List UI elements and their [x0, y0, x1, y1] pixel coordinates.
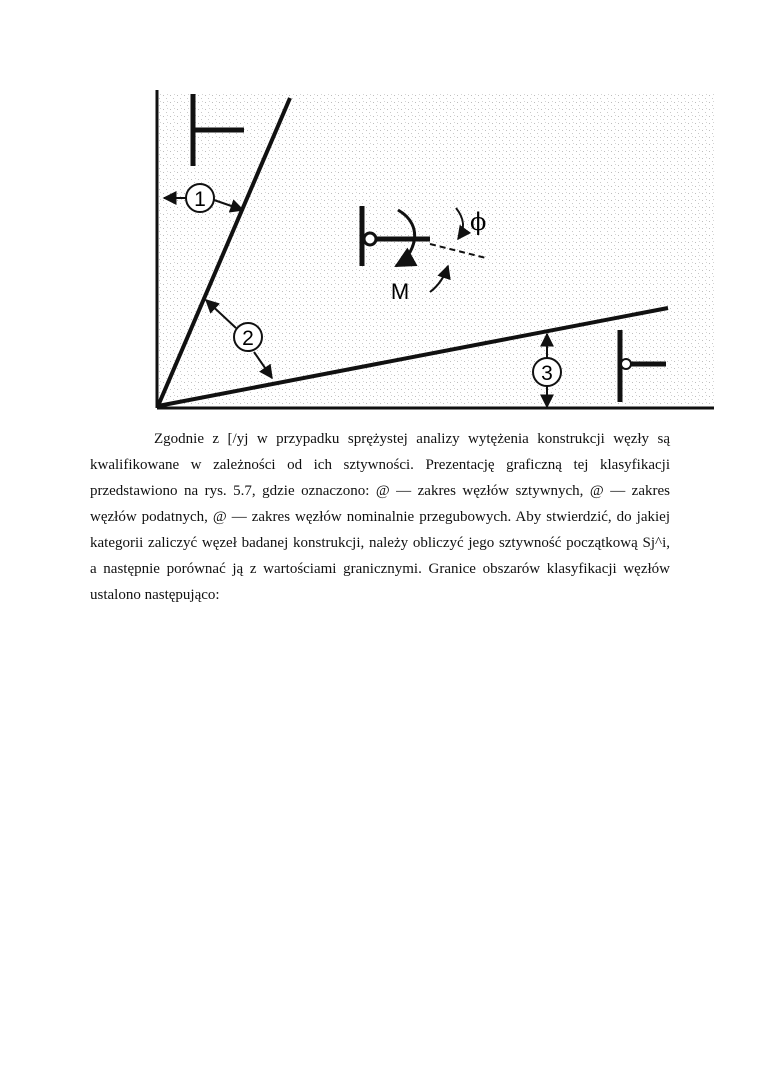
zone-3-label: 3: [541, 362, 553, 385]
moment-label: M: [390, 279, 410, 304]
body-paragraph: [90, 426, 670, 608]
figure-background: [156, 92, 716, 406]
zone-1-label: 1: [194, 188, 206, 211]
rotation-label: ϕ: [470, 208, 487, 236]
joint-classification-figure: [148, 86, 718, 414]
zone-2-label: 2: [242, 327, 254, 350]
paragraph-text: Zgodnie z [/yj w przypadku sprężystej analizy wytężenia konstrukcji węzły są kwalifikowane w zależności od ich sztywności. Prezentację graficzną tej klasyfikacji przedstawiono na rys. 5.7, gdzie oznaczono: @ — zakres węzłów sztywnych, @ — zakres węzłów podatnych, @ — zakres węzłów nominalnie przegubowych. Aby stwierdzić, do jakiej kategorii zaliczyć węzeł badanej konstrukcji, należy obliczyć jego sztywność początkową Sj^i, a następnie porównać ją z wartościami granicznymi. Granice obszarów klasyfikacji węzłów ustalono następująco:: [90, 431, 670, 603]
